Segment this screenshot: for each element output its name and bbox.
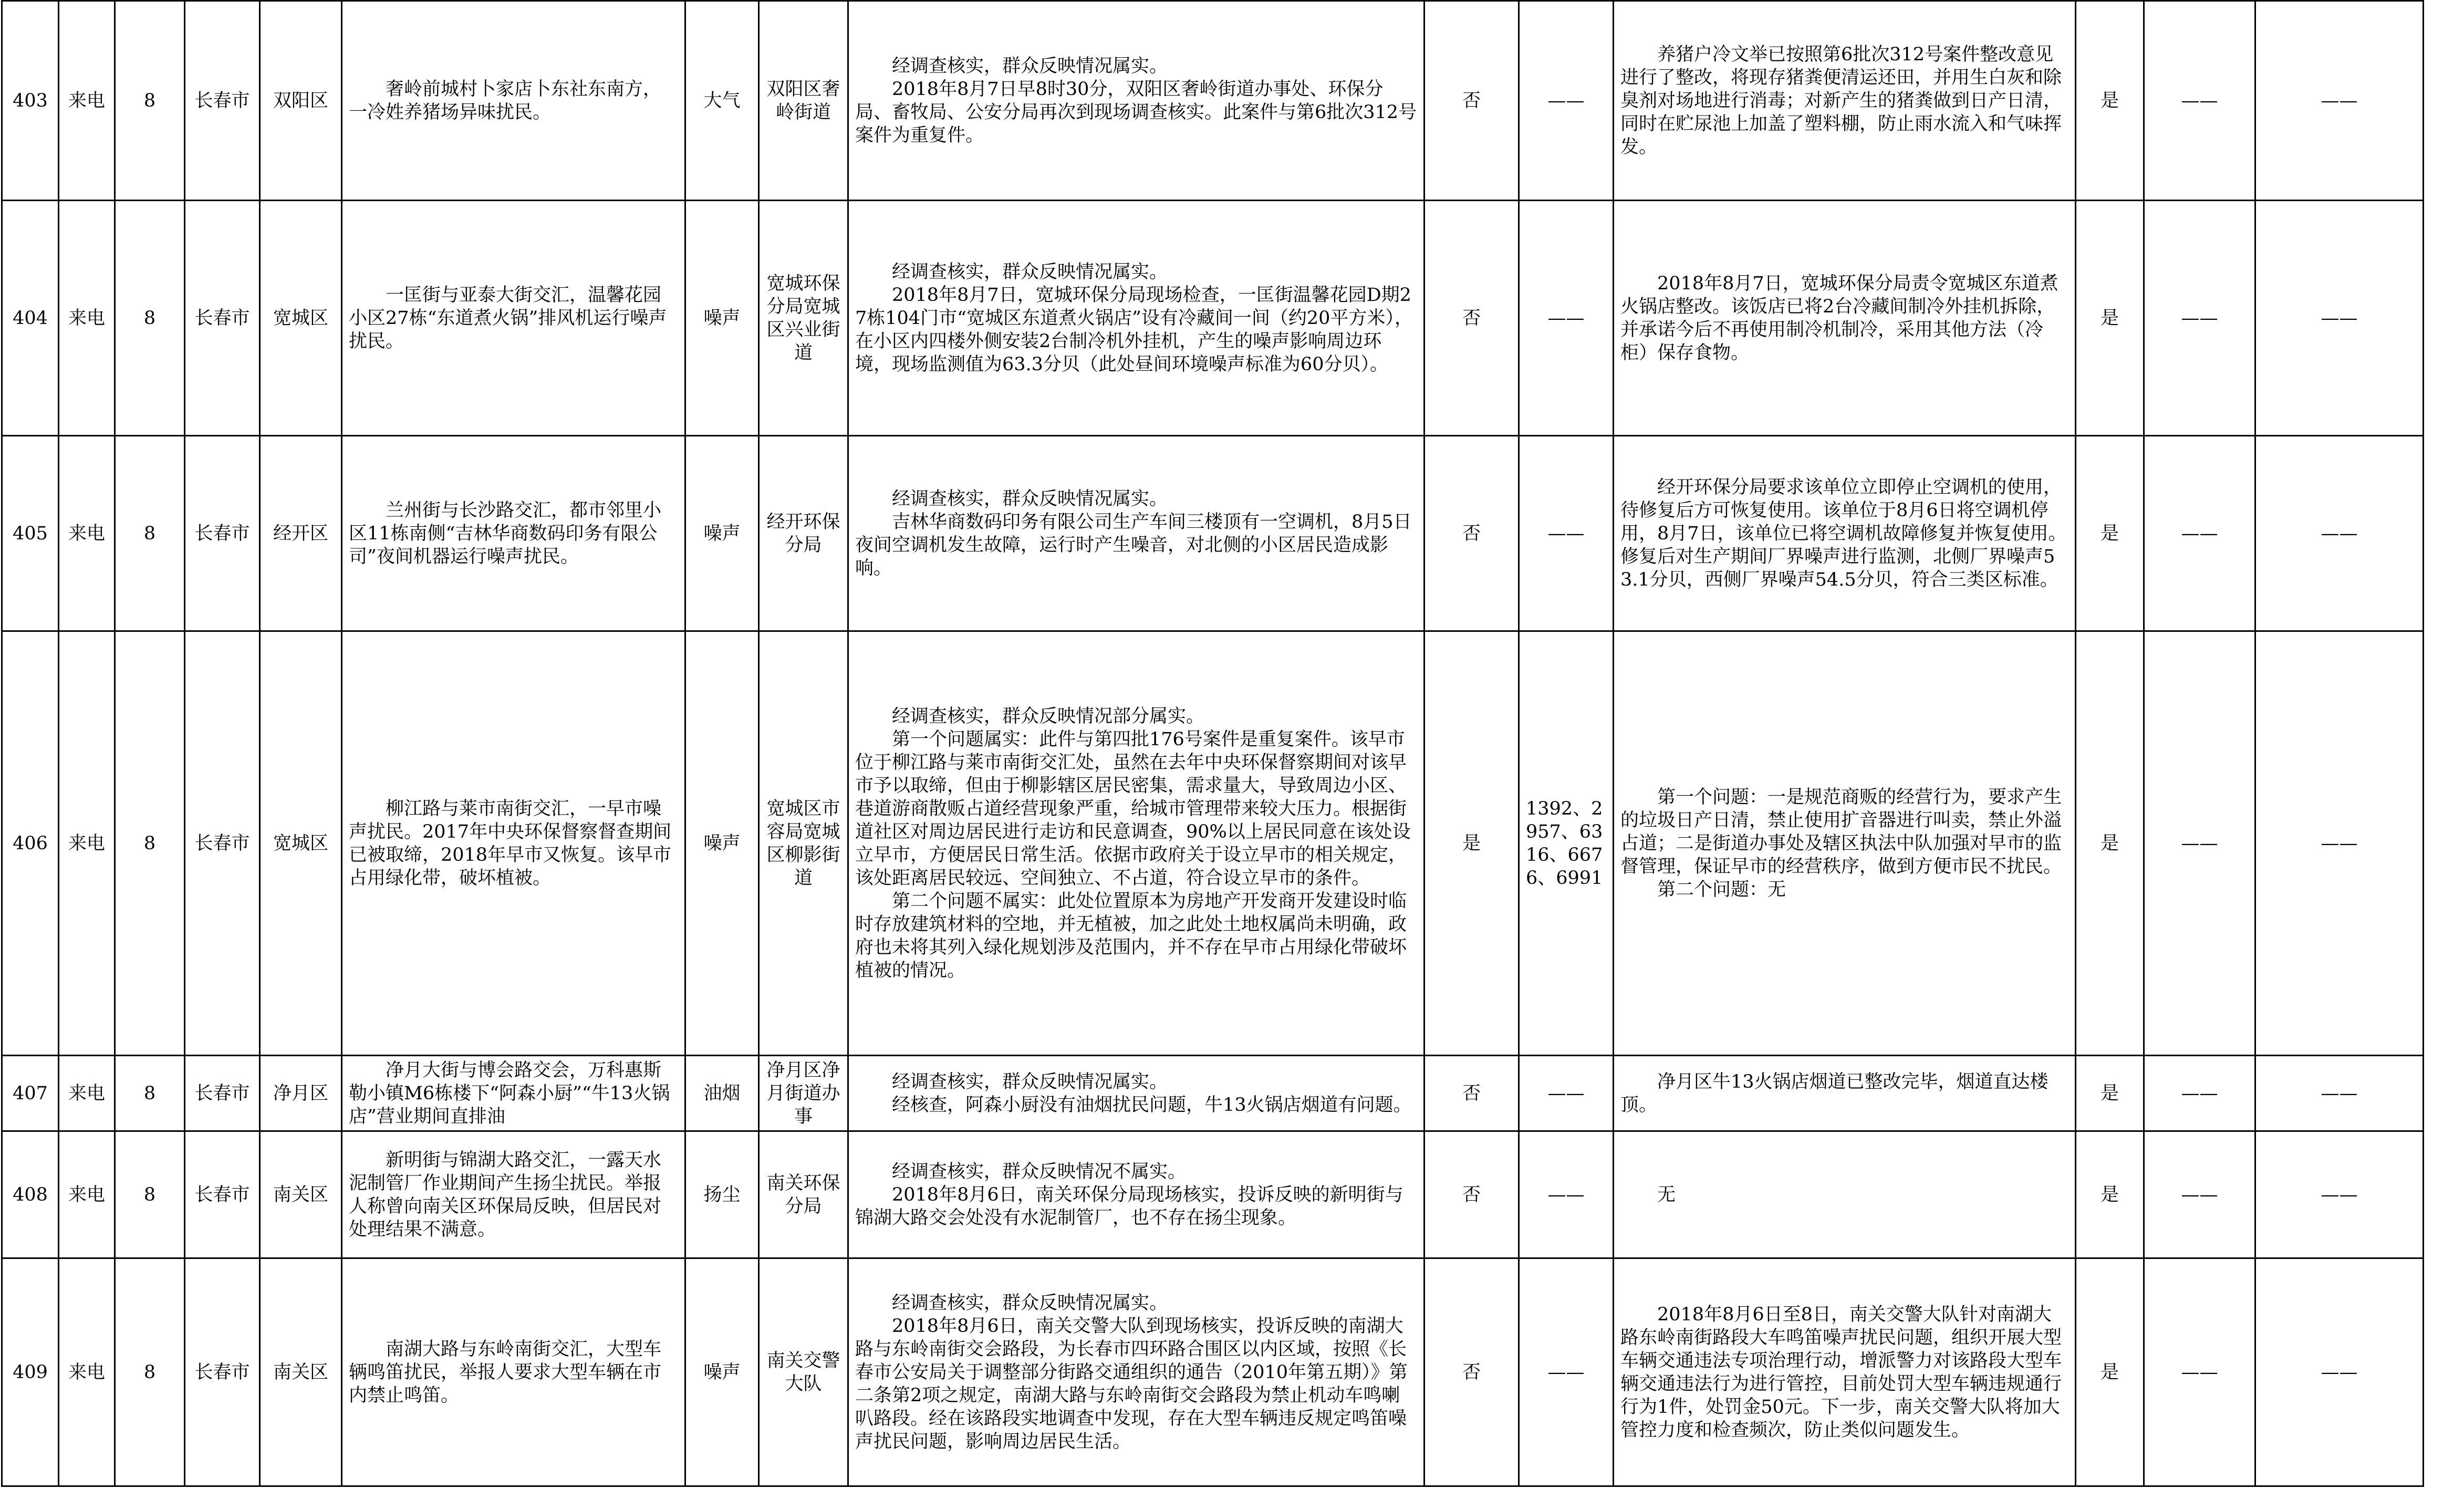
source-type: 来电 [59, 436, 115, 631]
investigation-result [848, 1131, 1425, 1258]
repeat-case-numbers: 1392、2957、6316、6676、6991 [1519, 631, 1614, 1056]
pollution-category: 噪声 [685, 436, 759, 631]
accountability: —— [2144, 631, 2255, 1056]
remarks: —— [2255, 1131, 2424, 1258]
complaint-content-text: 兰州街与长沙路交汇，都市邻里小区11栋南侧“吉林华商数码印务有限公司”夜间机器运行噪声扰民。 [349, 499, 662, 567]
handling-result [1614, 436, 2076, 631]
responsible-unit: 净月区净月街道办事 [759, 1056, 848, 1131]
investigation-result-paragraph: 2018年8月6日，南关交警大队到现场核实，投诉反映的南湖大路与东岭南街交会路段，为长春市四环路合围区以内区域，按照《长春市公安局关于调整部分街路交通组织的通告（2010年第五期）》第二条第2项之规定，南湖大路与东岭南街交会路段为禁止机动车鸣喇叭路段。经在该路段实地调查中发现，存在大型车辆违反规定鸣笛噪声扰民问题，影响周边居民生活。 [855, 1315, 1408, 1452]
pollution-category: 大气 [685, 1, 759, 201]
table-row [2, 436, 2424, 631]
investigation-result [848, 631, 1425, 1056]
complaint-content [342, 1056, 685, 1131]
city: 长春市 [185, 1131, 260, 1258]
repeat-case-numbers: —— [1519, 201, 1614, 436]
batch-number: 8 [115, 631, 185, 1056]
complaint-content [342, 631, 685, 1056]
case-number: 403 [2, 1, 59, 201]
repeat-case-numbers: —— [1519, 1, 1614, 201]
investigation-result-paragraph: 经核查，阿森小厨没有油烟扰民问题，牛13火锅店烟道有问题。 [892, 1094, 1412, 1116]
case-number: 408 [2, 1131, 59, 1258]
table-row [2, 1056, 2424, 1131]
district: 双阳区 [260, 1, 342, 201]
city: 长春市 [185, 1258, 260, 1486]
handling-result-paragraph: 净月区牛13火锅店烟道已整改完毕，烟道直达楼顶。 [1620, 1071, 2049, 1116]
table-row [2, 1131, 2424, 1258]
pollution-category: 油烟 [685, 1056, 759, 1131]
district: 净月区 [260, 1056, 342, 1131]
remarks: —— [2255, 1, 2424, 201]
remarks: —— [2255, 436, 2424, 631]
remarks: —— [2255, 201, 2424, 436]
handling-result [1614, 1131, 2076, 1258]
is-repeat: 否 [1425, 1056, 1519, 1131]
responsible-unit: 双阳区奢岭街道 [759, 1, 848, 201]
handling-result-paragraph: 2018年8月6日至8日，南关交警大队针对南湖大路东岭南街路段大车鸣笛噪声扰民问题，组织开展大型车辆交通违法专项治理行动，增派警力对该路段大型车辆交通违法行为进行管控，目前处罚大型车辆违规通行行为1件，处罚金50元。下一步，南关交警大队将加大管控力度和检查频次，防止类似问题发生。 [1620, 1304, 2062, 1441]
repeat-case-numbers: —— [1519, 1131, 1614, 1258]
investigation-result [848, 201, 1425, 436]
table-row [2, 1, 2424, 201]
city: 长春市 [185, 201, 260, 436]
district: 经开区 [260, 436, 342, 631]
remarks: —— [2255, 631, 2424, 1056]
city: 长春市 [185, 1056, 260, 1131]
investigation-result-paragraph: 第一个问题属实：此件与第四批176号案件是重复案件。该早市位于柳江路与莱市南街交汇处，虽然在去年中央环保督察期间对该早市予以取缔，但由于柳影辖区居民密集，需求量大，导致周边小区、巷道游商散贩占道经营现象严重，给城市管理带来较大压力。根据街道社区对周边居民进行走访和民意调查，90%以上居民同意在该处设立早市，方便居民日常生活。依据市政府关于设立早市的相关规定，该处距离居民较远、空间独立、不占道，符合设立早市的条件。 [855, 728, 1411, 889]
investigation-result-paragraph: 经调查核实，群众反映情况部分属实。 [892, 705, 1205, 727]
investigation-result-paragraph: 2018年8月6日，南关环保分局现场核实，投诉反映的新明街与锦湖大路交会处没有水泥制管厂，也不存在扬尘现象。 [855, 1184, 1403, 1229]
remarks: —— [2255, 1056, 2424, 1131]
pollution-category: 噪声 [685, 201, 759, 436]
investigation-result [848, 1258, 1425, 1486]
responsible-unit: 经开环保分局 [759, 436, 848, 631]
repeat-case-numbers: —— [1519, 1056, 1614, 1131]
table-row [2, 631, 2424, 1056]
district: 南关区 [260, 1131, 342, 1258]
accountability: —— [2144, 1, 2255, 201]
handling-result-paragraph: 第二个问题：无 [1657, 879, 1786, 900]
complaint-content-text: 新明街与锦湖大路交汇，一露天水泥制管厂作业期间产生扬尘扰民。举报人称曾向南关区环保局反映，但居民对处理结果不满意。 [349, 1149, 662, 1240]
repeat-case-numbers: —— [1519, 1258, 1614, 1486]
is-repeat: 是 [1425, 631, 1519, 1056]
handling-result [1614, 201, 2076, 436]
investigation-result-paragraph: 2018年8月7日，宽城环保分局现场检查，一匡街温馨花园D期27栋104门市“宽城区东道煮火锅店”设有冷藏间一间（约20平方米），在小区内四楼外侧安装2台制冷机外挂机，产生的噪声影响周边环境，现场监测值为63.3分贝（此处昼间环境噪声标准为60分贝）。 [855, 284, 1413, 375]
city: 长春市 [185, 1, 260, 201]
batch-number: 8 [115, 201, 185, 436]
handling-result [1614, 1056, 2076, 1131]
investigation-result [848, 1056, 1425, 1131]
accountability: —— [2144, 1258, 2255, 1486]
batch-number: 8 [115, 436, 185, 631]
is-repeat: 否 [1425, 1, 1519, 201]
investigation-result-paragraph: 经调查核实，群众反映情况属实。 [892, 1292, 1168, 1314]
table-row [2, 201, 2424, 436]
responsible-unit: 南关交警大队 [759, 1258, 848, 1486]
complaint-content-text: 净月大街与博会路交会，万科惠斯勒小镇M6栋楼下“阿森小厨”“牛13火锅店”营业期间直排油 [349, 1059, 670, 1127]
complaint-content [342, 201, 685, 436]
handling-result-paragraph: 第一个问题：一是规范商贩的经营行为，要求产生的垃圾日产日清，禁止使用扩音器进行叫卖，禁止外溢占道；二是街道办事处及辖区执法中队加强对早市的监督管理，保证早市的经营秩序，做到方便市民不扰民。 [1620, 786, 2062, 877]
case-number: 406 [2, 631, 59, 1056]
investigation-result [848, 1, 1425, 201]
complaint-content-text: 柳江路与莱市南街交汇，一早市噪声扰民。2017年中央环保督察督查期间已被取缔，2018年早市又恢复。该早市占用绿化带，破坏植被。 [349, 798, 672, 889]
source-type: 来电 [59, 631, 115, 1056]
handling-result-paragraph: 经开环保分局要求该单位立即停止空调机的使用，待修复后方可恢复使用。该单位于8月6日将空调机停用，8月7日，该单位已将空调机故障修复并恢复使用。修复后对生产期间厂界噪声进行监测，北侧厂界噪声53.1分贝，西侧厂界噪声54.5分贝，符合三类区标准。 [1620, 476, 2067, 590]
is-closed: 是 [2076, 1056, 2144, 1131]
investigation-result [848, 436, 1425, 631]
is-closed: 是 [2076, 436, 2144, 631]
case-number: 407 [2, 1056, 59, 1131]
investigation-result-paragraph: 经调查核实，群众反映情况属实。 [892, 488, 1168, 509]
is-closed: 是 [2076, 1131, 2144, 1258]
case-number: 409 [2, 1258, 59, 1486]
handling-result [1614, 1, 2076, 201]
handling-result-paragraph: 养猪户冷文举已按照第6批次312号案件整改意见进行了整改，将现存猪粪便清运还田，并用生白灰和除臭剂对场地进行消毒；对新产生的猪粪做到日产日清，同时在贮尿池上加盖了塑料棚，防止雨水流入和气味挥发。 [1620, 44, 2062, 158]
investigation-result-paragraph: 经调查核实，群众反映情况不属实。 [892, 1161, 1187, 1182]
responsible-unit: 南关环保分局 [759, 1131, 848, 1258]
source-type: 来电 [59, 201, 115, 436]
handling-result-paragraph: 无 [1657, 1184, 1676, 1205]
source-type: 来电 [59, 1131, 115, 1258]
is-closed: 是 [2076, 1, 2144, 201]
investigation-result-paragraph: 第二个问题不属实：此处位置原本为房地产开发商开发建设时临时存放建筑材料的空地，并无植被，加之此处土地权属尚未明确，政府也未将其列入绿化规划涉及范围内，并不存在早市占用绿化带破坏植被的情况。 [855, 890, 1407, 981]
source-type: 来电 [59, 1, 115, 201]
case-number: 405 [2, 436, 59, 631]
complaint-content-text: 奢岭前城村卜家店卜东社东南方，一冷姓养猪场异味扰民。 [349, 78, 662, 123]
batch-number: 8 [115, 1, 185, 201]
complaint-content [342, 1131, 685, 1258]
is-closed: 是 [2076, 201, 2144, 436]
investigation-result-paragraph: 经调查核实，群众反映情况属实。 [892, 1071, 1168, 1092]
complaint-content-text: 一匡街与亚泰大街交汇，温馨花园小区27栋“东道煮火锅”排风机运行噪声扰民。 [349, 284, 667, 352]
investigation-result-paragraph: 经调查核实，群众反映情况属实。 [892, 261, 1168, 283]
is-closed: 是 [2076, 631, 2144, 1056]
case-number: 404 [2, 201, 59, 436]
is-repeat: 否 [1425, 1131, 1519, 1258]
handling-result-paragraph: 2018年8月7日，宽城环保分局责令宽城区东道煮火锅店整改。该饭店已将2台冷藏间制冷外挂机拆除，并承诺今后不再使用制冷机制冷，采用其他方法（冷柜）保存食物。 [1620, 273, 2058, 363]
pollution-category: 扬尘 [685, 1131, 759, 1258]
district: 宽城区 [260, 631, 342, 1056]
accountability: —— [2144, 201, 2255, 436]
is-closed: 是 [2076, 1258, 2144, 1486]
source-type: 来电 [59, 1258, 115, 1486]
handling-result [1614, 1258, 2076, 1486]
city: 长春市 [185, 631, 260, 1056]
investigation-result-paragraph: 2018年8月7日早8时30分，双阳区奢岭街道办事处、环保分局、畜牧局、公安分局再次到现场调查核实。此案件与第6批次312号案件为重复件。 [855, 78, 1417, 146]
complaint-content-text: 南湖大路与东岭南街交汇，大型车辆鸣笛扰民，举报人要求大型车辆在市内禁止鸣笛。 [349, 1338, 662, 1406]
city: 长春市 [185, 436, 260, 631]
responsible-unit: 宽城环保分局宽城区兴业街道 [759, 201, 848, 436]
complaint-content [342, 436, 685, 631]
complaint-content [342, 1, 685, 201]
pollution-category: 噪声 [685, 631, 759, 1056]
pollution-category: 噪声 [685, 1258, 759, 1486]
responsible-unit: 宽城区市容局宽城区柳影街道 [759, 631, 848, 1056]
table-row [2, 1258, 2424, 1486]
handling-result [1614, 631, 2076, 1056]
batch-number: 8 [115, 1131, 185, 1258]
repeat-case-numbers: —— [1519, 436, 1614, 631]
batch-number: 8 [115, 1056, 185, 1131]
is-repeat: 否 [1425, 201, 1519, 436]
complaint-content [342, 1258, 685, 1486]
investigation-result-paragraph: 经调查核实，群众反映情况属实。 [892, 55, 1168, 77]
accountability: —— [2144, 1056, 2255, 1131]
accountability: —— [2144, 1131, 2255, 1258]
investigation-result-paragraph: 吉林华商数码印务有限公司生产车间三楼顶有一空调机，8月5日夜间空调机发生故障，运行时产生噪音，对北侧的小区居民造成影响。 [855, 511, 1412, 579]
case-table [1, 0, 2424, 1487]
district: 宽城区 [260, 201, 342, 436]
remarks: —— [2255, 1258, 2424, 1486]
source-type: 来电 [59, 1056, 115, 1131]
accountability: —— [2144, 436, 2255, 631]
is-repeat: 否 [1425, 436, 1519, 631]
is-repeat: 否 [1425, 1258, 1519, 1486]
district: 南关区 [260, 1258, 342, 1486]
batch-number: 8 [115, 1258, 185, 1486]
